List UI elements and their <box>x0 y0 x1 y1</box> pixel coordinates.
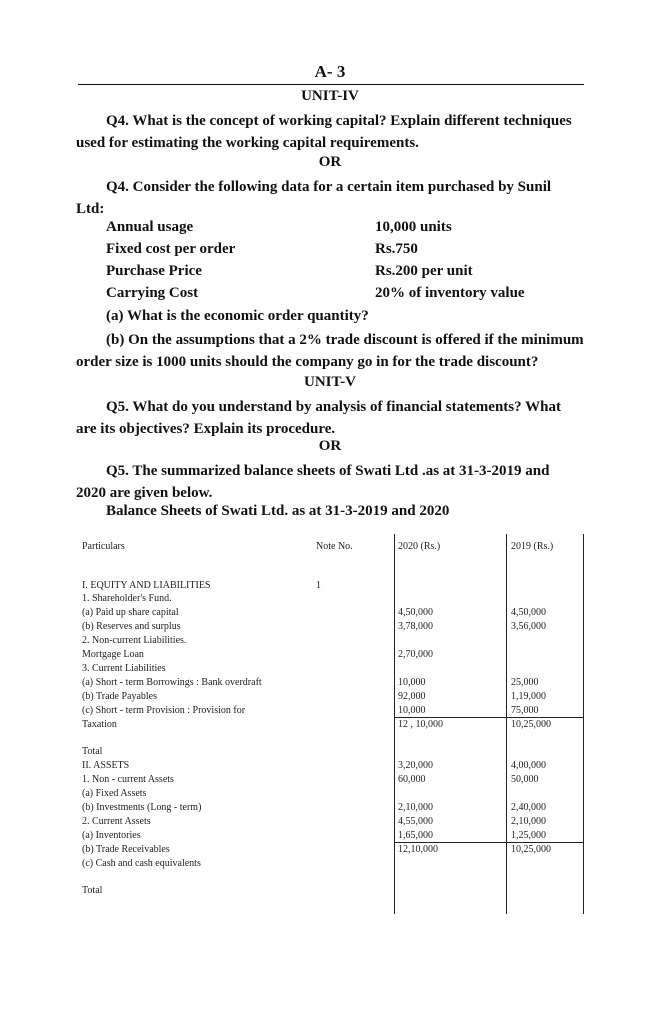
data-label: Annual usage <box>106 219 194 235</box>
total-rule-2020 <box>394 842 506 843</box>
row-total-assets: Total <box>82 885 103 896</box>
value-2019: 4,50,000 <box>511 607 546 618</box>
row-non-current-assets: 1. Non - current Assets <box>82 774 174 785</box>
header-particulars: Particulars <box>82 541 125 552</box>
value-2020: 2,70,000 <box>398 649 433 660</box>
q5a-line1: Q5. What do you understand by analysis of financial statements? What <box>106 399 561 415</box>
header-2019: 2019 (Rs.) <box>511 541 554 552</box>
or-separator-1: OR <box>318 154 342 170</box>
q4a-line1: Q4. What is the concept of working capital? Explain different techniques <box>106 113 572 129</box>
data-value: Rs.750 <box>375 241 418 257</box>
part-b-question <box>76 329 586 373</box>
row-investments: (b) Investments (Long - term) <box>82 802 202 813</box>
value-2019: 25,000 <box>511 677 539 688</box>
data-value: 20% of inventory value <box>375 285 525 301</box>
value-2019: 2,10,000 <box>511 816 546 827</box>
unit-v-heading: UNIT-V <box>304 374 356 390</box>
total-rule-2019 <box>506 717 583 718</box>
row-shareholders-fund: 1. Shareholder's Fund. <box>82 593 172 604</box>
q4a-line2: used for estimating the working capital requirements. <box>76 135 419 151</box>
unit-iv-heading: UNIT-IV <box>301 88 359 104</box>
value-2020: 4,55,000 <box>398 816 433 827</box>
q5b-line1: Q5. The summarized balance sheets of Swati Ltd .as at 31-3-2019 and <box>106 463 550 479</box>
value-2020: 10,000 <box>398 677 426 688</box>
row-mortgage-loan: Mortgage Loan <box>82 649 144 660</box>
header-note-no: Note No. <box>316 541 353 552</box>
value-2020: 10,000 <box>398 705 426 716</box>
data-value: Rs.200 per unit <box>375 263 473 279</box>
row-trade-payables: (b) Trade Payables <box>82 691 157 702</box>
balance-sheet-table <box>78 534 584 914</box>
balance-sheet-title: Balance Sheets of Swati Ltd. as at 31-3-2019 and 2020 <box>106 503 450 519</box>
header-2020: 2020 (Rs.) <box>398 541 441 552</box>
q4b-text <box>76 176 586 220</box>
q4a-text <box>76 110 586 154</box>
value-2020: 3,20,000 <box>398 760 433 771</box>
column-divider <box>583 534 584 914</box>
value-2020: 2,10,000 <box>398 802 433 813</box>
row-cash: (c) Cash and cash equivalents <box>82 858 201 869</box>
value-2020: 1,65,000 <box>398 830 433 841</box>
total-2020: 12 , 10,000 <box>398 719 443 730</box>
data-label: Fixed cost per order <box>106 241 236 257</box>
column-divider <box>506 534 507 914</box>
q4b-line2: Ltd: <box>76 201 105 217</box>
value-2019: 1,25,000 <box>511 830 546 841</box>
value-2019: 4,00,000 <box>511 760 546 771</box>
q5b-line2: 2020 are given below. <box>76 485 213 501</box>
value-2019: 50,000 <box>511 774 539 785</box>
row-trade-receivables: (b) Trade Receivables <box>82 844 170 855</box>
part-b-line2: order size is 1000 units should the company go in for the trade discount? <box>76 354 539 370</box>
value-2020: 4,50,000 <box>398 607 433 618</box>
row-inventories: (a) Inventories <box>82 830 141 841</box>
page-number: A- 3 <box>314 62 346 81</box>
note-number: 1 <box>316 580 321 591</box>
row-assets: II. ASSETS <box>82 760 130 771</box>
data-value: 10,000 units <box>375 219 452 235</box>
column-divider <box>394 534 395 914</box>
row-total-liabilities: Total <box>82 746 103 757</box>
row-current-assets: 2. Current Assets <box>82 816 151 827</box>
value-2019: 3,56,000 <box>511 621 546 632</box>
row-provision-taxation: (c) Short - term Provision : Provision for <box>82 705 246 716</box>
or-separator-2: OR <box>318 438 342 454</box>
q4b-line1: Q4. Consider the following data for a certain item purchased by Sunil <box>106 179 552 195</box>
header-rule <box>78 84 584 85</box>
row-paid-up-capital: (a) Paid up share capital <box>82 607 179 618</box>
value-2020: 3,78,000 <box>398 621 433 632</box>
row-equity-and-liabilities: I. EQUITY AND LIABILITIES <box>82 580 211 591</box>
data-label: Purchase Price <box>106 263 202 279</box>
row-fixed-assets: (a) Fixed Assets <box>82 788 147 799</box>
total-2020: 12,10,000 <box>398 844 438 855</box>
row-non-current-liabilities: 2. Non-current Liabilities. <box>82 635 187 646</box>
q5a-text <box>76 396 586 440</box>
q5b-text <box>76 460 586 504</box>
row-bank-overdraft: (a) Short - term Borrowings : Bank overdraft <box>82 677 262 688</box>
total-2019: 10,25,000 <box>511 719 551 730</box>
value-2019: 75,000 <box>511 705 539 716</box>
row-taxation: Taxation <box>82 719 117 730</box>
row-current-liabilities: 3. Current Liabilities <box>82 663 166 674</box>
total-rule-2019 <box>506 842 583 843</box>
value-2019: 1,19,000 <box>511 691 546 702</box>
part-b-line1: (b) On the assumptions that a 2% trade discount is offered if the minimum <box>106 332 584 348</box>
value-2020: 60,000 <box>398 774 426 785</box>
row-reserves-surplus: (b) Reserves and surplus <box>82 621 181 632</box>
value-2019: 2,40,000 <box>511 802 546 813</box>
part-a-question: (a) What is the economic order quantity? <box>106 308 369 324</box>
q5a-line2: are its objectives? Explain its procedure. <box>76 421 336 437</box>
total-2019: 10,25,000 <box>511 844 551 855</box>
data-label: Carrying Cost <box>106 285 199 301</box>
total-rule-2020 <box>394 717 506 718</box>
value-2020: 92,000 <box>398 691 426 702</box>
